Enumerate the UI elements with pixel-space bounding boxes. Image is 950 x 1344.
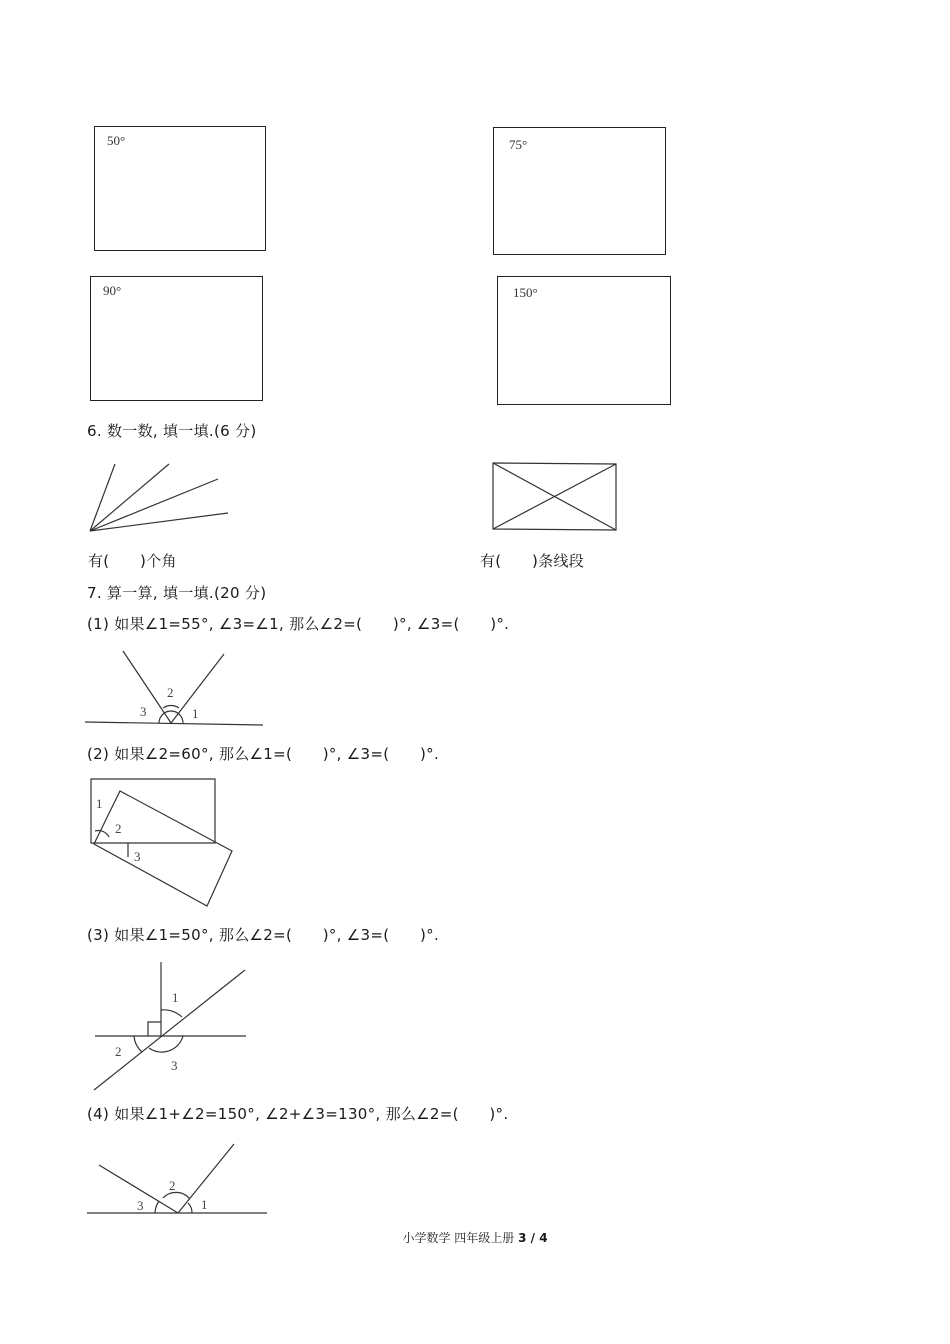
angle-box-label: 50° xyxy=(107,133,126,148)
angle-label-3: 3 xyxy=(137,1198,144,1213)
q7-part1-figure xyxy=(85,650,265,730)
q7-part4-text: (4) 如果∠1+∠2=150°, ∠2+∠3=130°, 那么∠2=( )°. xyxy=(87,1105,509,1123)
q6-title: 6. 数一数, 填一填.(6 分) xyxy=(87,422,257,440)
footer-page-number: 3 / 4 xyxy=(518,1231,548,1245)
angle-label-1: 1 xyxy=(172,990,179,1005)
angle-box-label: 90° xyxy=(103,283,122,298)
angle-box-50 xyxy=(94,126,266,251)
q6-rectangle-diagonals-figure xyxy=(490,460,620,535)
q7-part4-figure xyxy=(85,1140,270,1220)
angle-label-2: 2 xyxy=(115,1044,122,1059)
q6-rays-figure xyxy=(85,460,235,540)
angle-box-150 xyxy=(497,276,671,405)
footer-subject: 小学数学 四年级上册 xyxy=(402,1231,515,1245)
q7-part3-figure xyxy=(92,960,252,1095)
q6-left-answer: 有( )个角 xyxy=(88,552,177,570)
q7-part3-text: (3) 如果∠1=50°, 那么∠2=( )°, ∠3=( )°. xyxy=(87,926,440,944)
angle-label-3: 3 xyxy=(134,849,141,864)
q6-right-answer: 有( )条线段 xyxy=(480,552,585,570)
q7-title: 7. 算一算, 填一填.(20 分) xyxy=(87,584,267,602)
page-footer xyxy=(0,1229,950,1246)
angle-box-75 xyxy=(493,127,666,255)
angle-label-2: 2 xyxy=(169,1178,176,1193)
angle-label-1: 1 xyxy=(192,706,199,721)
angle-label-3: 3 xyxy=(140,704,147,719)
angle-label-1: 1 xyxy=(96,796,103,811)
angle-label-1: 1 xyxy=(201,1197,208,1212)
angle-box-90 xyxy=(90,276,263,401)
angle-label-3: 3 xyxy=(171,1058,178,1073)
angle-label-2: 2 xyxy=(115,821,122,836)
angle-box-label: 150° xyxy=(513,285,538,300)
angle-label-2: 2 xyxy=(167,685,174,700)
q7-part1-text: (1) 如果∠1=55°, ∠3=∠1, 那么∠2=( )°, ∠3=( )°. xyxy=(87,615,510,633)
q7-part2-text: (2) 如果∠2=60°, 那么∠1=( )°, ∠3=( )°. xyxy=(87,745,440,763)
angle-box-label: 75° xyxy=(509,137,528,152)
q7-part2-figure xyxy=(85,775,245,910)
